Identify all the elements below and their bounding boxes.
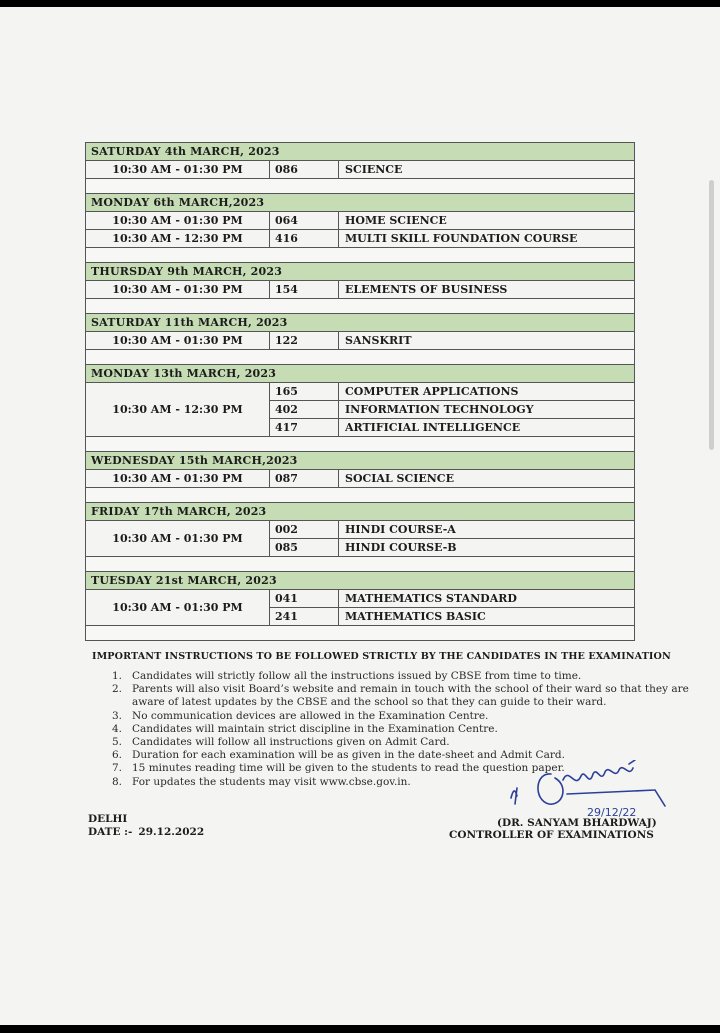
spacer-cell [86,437,635,452]
subject-code: 002 [270,521,339,539]
spacer-row [86,488,635,503]
instruction-item [112,723,692,736]
exam-row [86,230,635,248]
spacer-cell [86,350,635,365]
instruction-item [112,683,692,709]
subject-name: HINDI COURSE-B [339,539,635,557]
spacer-row [86,557,635,572]
instruction-number: 8. [112,775,123,788]
exam-time: 10:30 AM - 12:30 PM [86,230,270,248]
subject-name: SANSKRIT [339,332,635,350]
exam-row [86,383,635,401]
scrollbar-thumb[interactable] [709,180,714,450]
exam-time: 10:30 AM - 01:30 PM [86,590,270,626]
day-header-row [86,452,635,470]
instruction-number: 5. [112,736,123,749]
subject-code: 165 [270,383,339,401]
subject-name: ELEMENTS OF BUSINESS [339,281,635,299]
instruction-number: 6. [112,749,123,762]
signer-title: CONTROLLER OF EXAMINATIONS [449,829,654,841]
spacer-cell [86,557,635,572]
subject-code: 402 [270,401,339,419]
signer-name: (DR. SANYAM BHARDWAJ) [497,817,657,829]
date-line [88,826,210,838]
instruction-text: Duration for each examination will be as given in the date-sheet and Admit Card. [132,749,565,762]
spacer-cell [86,626,635,641]
subject-name: HINDI COURSE-A [339,521,635,539]
subject-code: 087 [270,470,339,488]
spacer-cell [86,488,635,503]
day-header: SATURDAY 11th MARCH, 2023 [86,314,635,332]
instruction-text: For updates the students may visit www.cbse.gov.in. [132,775,411,788]
exam-time: 10:30 AM - 01:30 PM [86,281,270,299]
exam-time: 10:30 AM - 01:30 PM [86,470,270,488]
instruction-item [112,710,692,723]
subject-name: MATHEMATICS BASIC [339,608,635,626]
subject-code: 416 [270,230,339,248]
spacer-row [86,626,635,641]
spacer-row [86,179,635,194]
signature-date: 29/12/22 [587,806,637,819]
subject-code: 086 [270,161,339,179]
exam-row [86,470,635,488]
instruction-number: 1. [112,670,123,682]
instruction-item [112,736,692,749]
exam-time: 10:30 AM - 01:30 PM [86,161,270,179]
exam-row [86,212,635,230]
exam-time: 10:30 AM - 01:30 PM [86,521,270,557]
day-header-row [86,314,635,332]
subject-code: 417 [270,419,339,437]
instruction-text: Candidates will maintain strict discipline in the Examination Centre. [132,722,498,735]
subject-name: INFORMATION TECHNOLOGY [339,401,635,419]
subject-name: SOCIAL SCIENCE [339,470,635,488]
exam-row [86,590,635,608]
spacer-row [86,437,635,452]
instruction-item [112,670,692,683]
day-header: FRIDAY 17th MARCH, 2023 [86,503,635,521]
subject-name: HOME SCIENCE [339,212,635,230]
bottom-black-bar [0,1025,720,1033]
instruction-text: Candidates will strictly follow all the instructions issued by CBSE from time to time. [132,670,582,682]
day-header-row [86,263,635,281]
day-header: MONDAY 6th MARCH,2023 [86,194,635,212]
day-header: MONDAY 13th MARCH, 2023 [86,365,635,383]
spacer-row [86,299,635,314]
instruction-number: 7. [112,762,123,775]
subject-code: 122 [270,332,339,350]
spacer-row [86,350,635,365]
subject-code: 241 [270,608,339,626]
day-header-row [86,143,635,161]
top-black-bar [0,0,720,7]
exam-row [86,161,635,179]
exam-time: 10:30 AM - 01:30 PM [86,212,270,230]
exam-row [86,281,635,299]
subject-name: MATHEMATICS STANDARD [339,590,635,608]
subject-name: MULTI SKILL FOUNDATION COURSE [339,230,635,248]
date-value: 29.12.2022 [138,826,205,838]
place-label: DELHI [88,813,128,825]
subject-name: ARTIFICIAL INTELLIGENCE [339,419,635,437]
instruction-number: 4. [112,722,123,735]
exam-row [86,521,635,539]
exam-time: 10:30 AM - 12:30 PM [86,383,270,437]
date-label: DATE :- [88,826,133,838]
spacer-cell [86,299,635,314]
day-header-row [86,365,635,383]
instructions-title: IMPORTANT INSTRUCTIONS TO BE FOLLOWED STRICTLY BY THE CANDIDATES IN THE EXAMINATION [92,651,671,662]
subject-code: 085 [270,539,339,557]
subject-name: SCIENCE [339,161,635,179]
instruction-number: 3. [112,709,123,722]
instruction-text: No communication devices are allowed in the Examination Centre. [132,709,489,722]
date-sheet-table [85,142,635,641]
subject-code: 064 [270,212,339,230]
instruction-text: Parents will also visit Board’s website and remain in touch with the school of their ward so that they are aware of latest updates by the CBSE and the school so that they can guide to their ward. [132,683,689,709]
day-header-row [86,572,635,590]
day-header-row [86,503,635,521]
subject-code: 041 [270,590,339,608]
spacer-cell [86,179,635,194]
signature-image [505,760,670,824]
subject-name: COMPUTER APPLICATIONS [339,383,635,401]
instruction-number: 2. [112,683,123,696]
subject-code: 154 [270,281,339,299]
exam-row [86,332,635,350]
exam-time: 10:30 AM - 01:30 PM [86,332,270,350]
day-header: TUESDAY 21st MARCH, 2023 [86,572,635,590]
day-header: WEDNESDAY 15th MARCH,2023 [86,452,635,470]
instruction-text: 15 minutes reading time will be given to the students to read the question paper. [132,762,565,775]
day-header-row [86,194,635,212]
spacer-row [86,248,635,263]
day-header: SATURDAY 4th MARCH, 2023 [86,143,635,161]
spacer-cell [86,248,635,263]
instruction-text: Candidates will follow all instructions given on Admit Card. [132,736,450,749]
day-header: THURSDAY 9th MARCH, 2023 [86,263,635,281]
